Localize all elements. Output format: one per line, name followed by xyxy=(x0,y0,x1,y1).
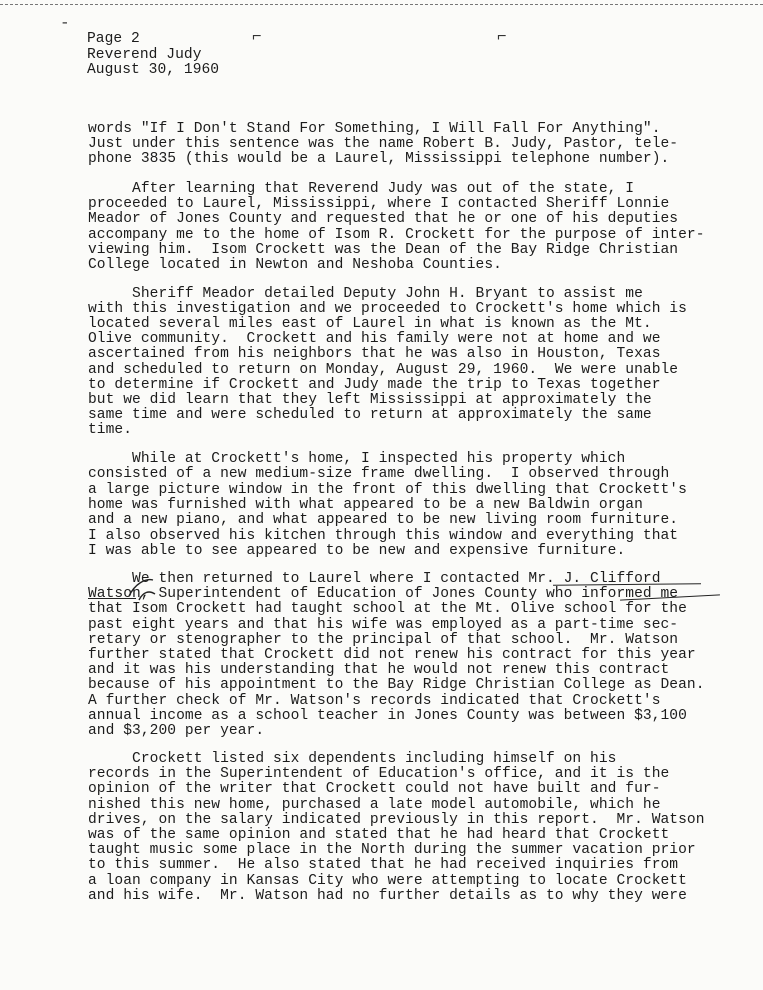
corner-mark: - xyxy=(60,14,70,32)
body-line: retary or stenographer to the principal of that school. Mr. Watson xyxy=(88,631,679,648)
body-line: to this summer. He also stated that he had received inquiries from xyxy=(88,857,679,874)
body-line: located several miles east of Laurel in what is known as the Mt. xyxy=(88,316,652,333)
body-line: consisted of a new medium-size frame dwelling. I observed through xyxy=(88,466,670,483)
body-line: that Isom Crockett had taught school at the Mt. Olive school for the xyxy=(88,601,687,618)
page-number: Page 2 xyxy=(87,31,140,47)
body-line: viewing him. Isom Crockett was the Dean of the Bay Ridge Christian xyxy=(88,241,679,258)
body-line: and $3,200 per year. xyxy=(88,723,265,739)
body-line: proceeded to Laurel, Mississippi, where I contacted Sheriff Lonnie xyxy=(88,196,670,213)
body-line: words "If I Don't Stand For Something, I Will Fall For Anything". xyxy=(88,121,661,137)
handwritten-mark xyxy=(125,574,165,604)
body-line: a loan company in Kansas City who were attempting to locate Crockett xyxy=(88,872,687,889)
body-line: with this investigation and we proceeded to Crockett's home which is xyxy=(88,301,687,318)
body-line: was of the same opinion and stated that he had heard that Crockett xyxy=(88,827,670,843)
caret-mark: ⌐ xyxy=(252,28,262,46)
body-line: After learning that Reverend Judy was out of the state, I xyxy=(88,181,635,197)
body-line: and scheduled to return on Monday, August 29, 1960. We were unable xyxy=(88,361,679,378)
body-line: taught music some place in the North during the summer vacation prior xyxy=(88,842,696,859)
body-line: Meador of Jones County and requested that he or one of his deputies xyxy=(88,211,679,228)
body-line: and his wife. Mr. Watson had no further details as to why they were xyxy=(88,887,687,904)
body-line: to determine if Crockett and Judy made the trip to Texas together xyxy=(88,376,661,393)
caret-mark: ⌐ xyxy=(497,28,507,46)
body-line: further stated that Crockett did not renew his contract for this year xyxy=(88,647,696,663)
body-line: While at Crockett's home, I inspected his property which xyxy=(88,451,626,467)
body-line: Sheriff Meador detailed Deputy John H. Bryant to assist me xyxy=(88,286,643,302)
body-line: A further check of Mr. Watson's records indicated that Crockett's xyxy=(88,692,661,709)
body-line: accompany me to the home of Isom R. Crockett for the purpose of inter- xyxy=(88,226,705,243)
letter-date: August 30, 1960 xyxy=(87,62,220,78)
body-line: time. xyxy=(88,421,133,438)
body-line: drives, on the salary indicated previously in this report. Mr. Watson xyxy=(88,811,705,828)
body-line: nished this new home, purchased a late model automobile, which he xyxy=(88,796,661,813)
body-line: annual income as a school teacher in Jones County was between $3,100 xyxy=(88,707,687,724)
body-line: I was able to see appeared to be new and expensive furniture. xyxy=(88,542,626,559)
page-top-border xyxy=(0,4,763,5)
body-line: Crockett listed six dependents including himself on his xyxy=(88,751,617,767)
body-line: because of his appointment to the Bay Ridge Christian College as Dean. xyxy=(88,677,705,694)
body-line: College located in Newton and Neshoba Counties. xyxy=(88,257,502,273)
body-line: home was furnished with what appeared to be a new Baldwin organ xyxy=(88,496,643,513)
body-line: Olive community. Crockett and his family were not at home and we xyxy=(88,331,661,348)
body-line: records in the Superintendent of Education's office, and it is the xyxy=(88,766,670,783)
addressee: Reverend Judy xyxy=(87,47,202,63)
body-line: phone 3835 (this would be a Laurel, Mississippi telephone number). xyxy=(88,151,670,168)
body-line: same time and were scheduled to return at approximately the same xyxy=(88,406,652,423)
body-line: We then returned to Laurel where I contacted Mr. J. Clifford xyxy=(88,571,661,587)
body-line: I also observed his kitchen through this window and everything that xyxy=(88,527,679,544)
body-line: Watson, Superintendent of Education of Jones County who informed me xyxy=(88,586,679,603)
body-line: a large picture window in the front of this dwelling that Crockett's xyxy=(88,481,687,498)
body-line: Just under this sentence was the name Robert B. Judy, Pastor, tele- xyxy=(88,136,679,153)
body-line: opinion of the writer that Crockett could not have built and fur- xyxy=(88,781,661,798)
body-line: but we did learn that they left Mississippi at approximately the xyxy=(88,391,652,408)
body-line: past eight years and that his wife was employed as a part-time sec- xyxy=(88,616,679,633)
body-line: and it was his understanding that he would not renew this contract xyxy=(88,662,670,679)
body-line: and a new piano, and what appeared to be new living room furniture. xyxy=(88,512,679,529)
body-line: ascertained from his neighbors that he was also in Houston, Texas xyxy=(88,346,661,363)
